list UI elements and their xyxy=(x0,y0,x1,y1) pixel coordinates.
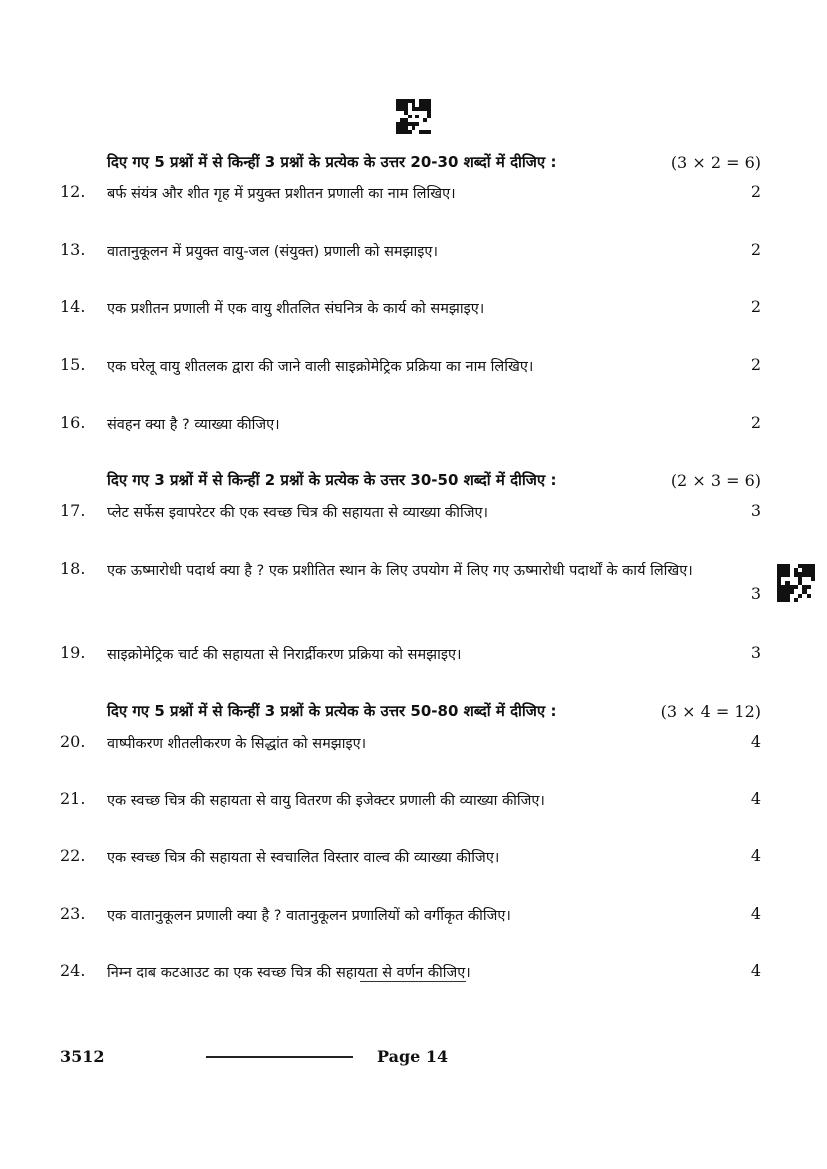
question-number: 17. xyxy=(60,501,86,520)
question-text: एक घरेलू वायु शीतलक द्वारा की जाने वाली साइक्रोमेट्रिक प्रक्रिया का नाम लिखिए। xyxy=(107,359,534,375)
footer-rule xyxy=(206,1056,353,1058)
question-marks: 4 xyxy=(750,732,761,751)
question-number: 21. xyxy=(60,789,86,808)
question-18 xyxy=(60,559,761,609)
question-12 xyxy=(60,182,761,208)
question-text: एक स्वच्छ चित्र की सहायता से वायु वितरण की इजेक्टर प्रणाली की व्याख्या कीजिए। xyxy=(107,793,545,809)
question-17 xyxy=(60,501,761,527)
section-marks: (3 × 2 = 6) xyxy=(670,152,761,172)
question-number: 12. xyxy=(60,182,86,201)
question-number: 16. xyxy=(60,413,86,432)
question-22 xyxy=(60,846,761,872)
question-14 xyxy=(60,297,761,323)
question-text: एक स्वच्छ चित्र की सहायता से स्वचालित विस्तार वाल्व की व्याख्या कीजिए। xyxy=(107,850,500,866)
question-number: 20. xyxy=(60,732,86,751)
qr-code-top xyxy=(396,99,431,134)
question-number: 24. xyxy=(60,961,86,980)
question-text: एक वातानुकूलन प्रणाली क्या है ? वातानुकूलन प्रणालियों को वर्गीकृत कीजिए। xyxy=(107,908,511,924)
question-number: 22. xyxy=(60,846,86,865)
question-21 xyxy=(60,789,761,815)
question-number: 15. xyxy=(60,355,86,374)
question-20 xyxy=(60,732,761,758)
section-marks: (3 × 4 = 12) xyxy=(660,701,761,721)
question-marks: 2 xyxy=(750,240,761,259)
question-text: निम्न दाब कटआउट का एक स्वच्छ चित्र की सहायता से वर्णन कीजिए। xyxy=(107,965,471,981)
question-text: प्लेट सर्फेस इवापरेटर की एक स्वच्छ चित्र की सहायता से व्याख्या कीजिए। xyxy=(107,505,488,521)
question-16 xyxy=(60,413,761,439)
page-number: Page 14 xyxy=(377,1047,449,1066)
question-13 xyxy=(60,240,761,266)
question-number: 19. xyxy=(60,643,86,662)
question-text: संवहन क्या है ? व्याख्या कीजिए। xyxy=(107,417,280,433)
question-text: एक ऊष्मारोधी पदार्थ क्या है ? एक प्रशीतित स्थान के लिए उपयोग में लिए गए ऊष्मारोधी पदार्थों के कार्य लिखिए। xyxy=(107,563,693,579)
question-text: एक प्रशीतन प्रणाली में एक वायु शीतलित संघनित्र के कार्य को समझाइए। xyxy=(107,301,485,317)
section-instruction-a xyxy=(107,151,761,173)
section-instruction-text: दिए गए 5 प्रश्नों में से किन्हीं 3 प्रश्नों के प्रत्येक के उत्तर 20-30 शब्दों में दीजिए : xyxy=(107,153,557,171)
section-instruction-text: दिए गए 3 प्रश्नों में से किन्हीं 2 प्रश्नों के प्रत्येक के उत्तर 30-50 शब्दों में दीजिए : xyxy=(107,471,557,489)
question-marks: 4 xyxy=(750,846,761,865)
question-text: वाष्पीकरण शीतलीकरण के सिद्धांत को समझाइए। xyxy=(107,736,367,752)
section-instruction-text: दिए गए 5 प्रश्नों में से किन्हीं 3 प्रश्नों के प्रत्येक के उत्तर 50-80 शब्दों में दीजिए : xyxy=(107,702,557,720)
section-marks: (2 × 3 = 6) xyxy=(670,470,761,490)
question-marks: 4 xyxy=(750,904,761,923)
end-divider xyxy=(360,981,466,982)
section-instruction-c xyxy=(107,700,761,722)
question-marks: 3 xyxy=(750,584,761,603)
paper-code: 3512 xyxy=(60,1047,105,1066)
question-text: वातानुकूलन में प्रयुक्त वायु-जल (संयुक्त) प्रणाली को समझाइए। xyxy=(107,244,438,260)
question-text: साइक्रोमेट्रिक चार्ट की सहायता से निरार्द्रीकरण प्रक्रिया को समझाइए। xyxy=(107,647,462,663)
question-marks: 4 xyxy=(750,789,761,808)
question-23 xyxy=(60,904,761,930)
qr-code-side xyxy=(777,564,815,602)
question-marks: 3 xyxy=(750,501,761,520)
question-24 xyxy=(60,961,761,987)
section-instruction-b xyxy=(107,469,761,491)
question-marks: 2 xyxy=(750,413,761,432)
question-number: 13. xyxy=(60,240,86,259)
question-marks: 2 xyxy=(750,182,761,201)
question-number: 23. xyxy=(60,904,86,923)
question-marks: 2 xyxy=(750,355,761,374)
question-19 xyxy=(60,643,761,669)
question-15 xyxy=(60,355,761,381)
question-marks: 2 xyxy=(750,297,761,316)
question-marks: 4 xyxy=(750,961,761,980)
question-marks: 3 xyxy=(750,643,761,662)
question-number: 14. xyxy=(60,297,86,316)
question-text: बर्फ संयंत्र और शीत गृह में प्रयुक्त प्रशीतन प्रणाली का नाम लिखिए। xyxy=(107,186,456,202)
question-number: 18. xyxy=(60,559,86,578)
